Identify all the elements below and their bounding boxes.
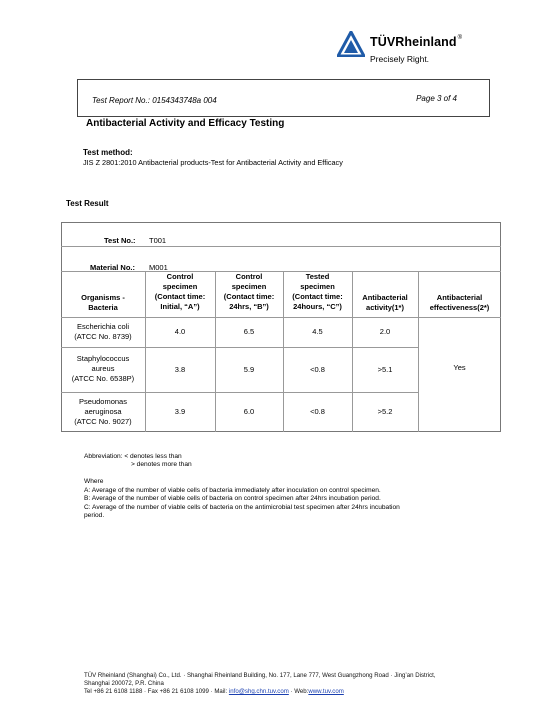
table-cell-c: <0.8 bbox=[310, 407, 325, 416]
table-cell-activity: >5.2 bbox=[377, 407, 393, 416]
definition-c: C: Average of the number of viable cells of bacteria on the antimicrobial test specimen after 24hrs incubation bbox=[84, 504, 400, 511]
table-divider bbox=[61, 392, 418, 393]
table-cell-c: 4.5 bbox=[312, 327, 323, 336]
material-no-label: Material No.: bbox=[90, 263, 136, 272]
tuv-triangle-icon bbox=[337, 31, 365, 57]
column-header-control-24hrs: Control specimen (Contact time: 24hrs, “B”) bbox=[223, 272, 275, 311]
definitions-heading: Where bbox=[84, 478, 104, 485]
test-method-text: JIS Z 2801:2010 Antibacterial products-Test for Antibacterial Activity and Efficacy bbox=[83, 158, 343, 167]
table-row-organism: Staphylococcus aureus (ATCC No. 6538P) bbox=[71, 354, 135, 383]
footer-address: Shanghai 200072, P.R. China bbox=[84, 680, 164, 687]
table-cell-c: <0.8 bbox=[310, 365, 325, 374]
table-cell-a: 3.9 bbox=[174, 407, 186, 416]
definition-c: period. bbox=[84, 512, 105, 519]
test-no-label: Test No.: bbox=[104, 236, 136, 245]
footer-web-link[interactable]: www.tuv.com bbox=[308, 688, 344, 695]
abbreviation-note: > denotes more than bbox=[131, 461, 192, 468]
table-divider bbox=[61, 317, 501, 318]
table-row-organism: Escherichia coli (ATCC No. 8739) bbox=[74, 322, 132, 341]
column-header-activity: Antibacterial activity(1*) bbox=[362, 293, 408, 312]
table-cell-b: 5.9 bbox=[243, 365, 255, 374]
table-cell-a: 4.0 bbox=[174, 327, 186, 336]
logo-brand-name: TÜVRheinland® bbox=[370, 35, 463, 49]
footer-contact: Tel +86 21 6108 1188 · Fax +86 21 6108 1099 · Mail: info@shg.chn.tuv.com · Web:www.tuv.com bbox=[84, 688, 344, 695]
table-cell-a: 3.8 bbox=[174, 365, 186, 374]
table-cell-activity: 2.0 bbox=[379, 327, 391, 336]
column-header-effectiveness: Antibacterial effectiveness(2*) bbox=[429, 293, 490, 312]
table-divider bbox=[61, 246, 501, 247]
column-header-control-initial: Control specimen (Contact time: Initial, “A”) bbox=[154, 272, 206, 311]
table-cell-effectiveness: Yes bbox=[453, 363, 466, 372]
abbreviation-note: Abbreviation: < denotes less than bbox=[84, 453, 182, 460]
column-header-tested-24hours: Tested specimen (Contact time: 24hours, “C”) bbox=[292, 272, 343, 311]
report-number: Test Report No.: 0154343748a 004 bbox=[92, 96, 217, 105]
table-row-organism: Pseudomonas aeruginosa (ATCC No. 9027) bbox=[74, 397, 132, 426]
footer-address: TÜV Rheinland (Shanghai) Co., Ltd. · Shanghai Rheinland Building, No. 177, Lane 777, West Guangzhong Road · Jing’an District, bbox=[84, 672, 436, 679]
table-cell-b: 6.5 bbox=[243, 327, 255, 336]
tuv-rheinland-logo bbox=[337, 31, 477, 71]
document-title: Antibacterial Activity and Efficacy Testing bbox=[86, 118, 285, 129]
table-cell-b: 6.0 bbox=[243, 407, 255, 416]
definition-a: A: Average of the number of viable cells of bacteria immediately after inoculation on control specimen. bbox=[84, 487, 381, 494]
table-cell-activity: >5.1 bbox=[377, 365, 393, 374]
logo-tagline: Precisely Right. bbox=[370, 54, 430, 64]
test-no-value: T001 bbox=[149, 236, 167, 245]
material-no-value: M001 bbox=[149, 263, 168, 272]
test-result-label: Test Result bbox=[66, 199, 109, 208]
definition-b: B: Average of the number of viable cells of bacteria on control specimen after 24hrs incubation period. bbox=[84, 495, 381, 502]
column-header-organisms: Organisms - Bacteria bbox=[81, 293, 125, 312]
footer-email-link[interactable]: info@shg.chn.tuv.com bbox=[228, 688, 289, 695]
report-header-box bbox=[77, 79, 490, 117]
table-divider bbox=[61, 347, 418, 348]
page-number: Page 3 of 4 bbox=[416, 94, 457, 103]
test-method-label: Test method: bbox=[83, 148, 133, 157]
